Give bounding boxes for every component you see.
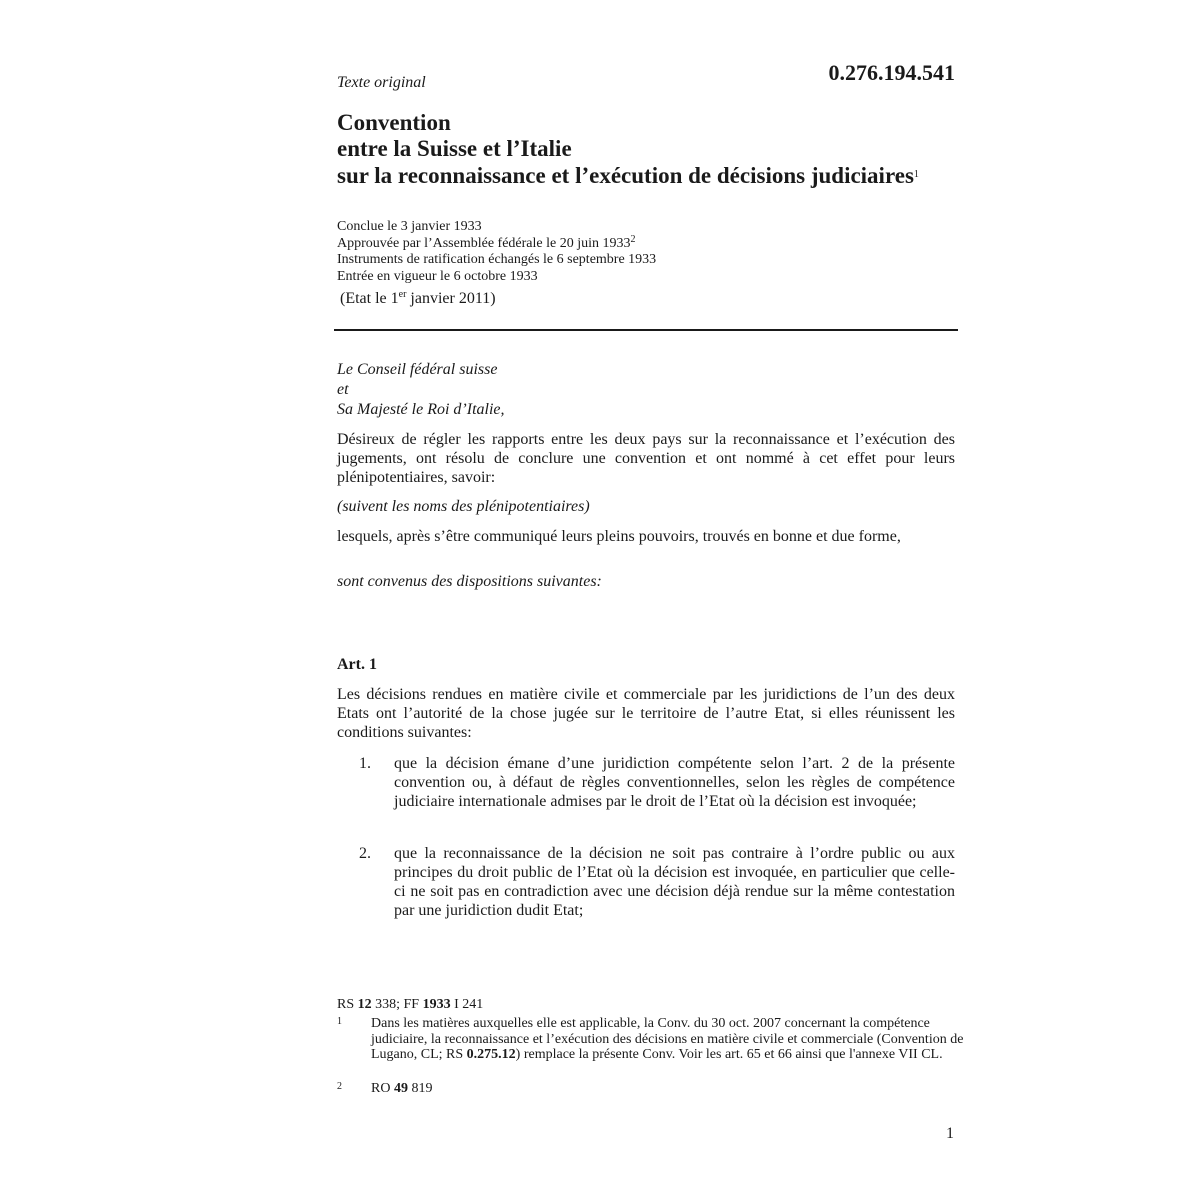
ff-year: 1933 [422,997,451,1012]
header-divider [334,329,958,331]
rs-prefix: RS [337,997,358,1012]
footnote-1-number: 1 [337,1016,342,1027]
title-line-2: entre la Suisse et l’Italie [337,136,572,161]
document-title [337,110,977,189]
status-date-prefix: (Etat le 1 [340,290,399,307]
meta-conclue: Conclue le 3 janvier 1933 [337,219,482,234]
list-item-text: que la reconnaissance de la décision ne soit pas contraire à l’ordre public ou aux principes du droit public de l’Etat où la décision est invoquée, en particulier que celle-ci ne soit pas en contradiction avec une décision déjà rendue sur la même contestation par une juridiction dudit Etat; [394,845,955,919]
rs-mid: 338; FF [371,997,423,1012]
party-2: Sa Majesté le Roi d’Italie, [337,401,505,418]
preamble-parties [337,360,505,420]
page-number: 1 [946,1125,954,1142]
title-line-3-text: sur la reconnaissance et l’exécution de décisions judiciaires [337,163,914,188]
title-line-1: Convention [337,110,451,135]
footnote-1-text-c: ) remplace la présente Conv. Voir les art. 65 et 66 ainsi que l'annexe VII CL. [515,1047,943,1062]
preamble-lesquels: lesquels, après s’être communiqué leurs pleins pouvoirs, trouvés en bonne et due forme, [337,528,901,545]
list-item-text: que la décision émane d’une juridiction compétente selon l’art. 2 de la présente convention ou, à défaut de règles conventionnelles, selon les règles de compétence judiciaire internationale admises par le droit de l’Etat où la décision est invoquée; [394,755,955,810]
preamble-desireux: Désireux de régler les rapports entre les deux pays sur la reconnaissance et l’exécution des jugements, ont résolu de conclure une convention et ont nommé à cet effet pour leurs plénipotentiaires, savoir: [337,431,955,486]
meta-entree: Entrée en vigueur le 6 octobre 1933 [337,268,538,284]
document-status-label: Texte original [337,74,426,91]
footnote-2-number: 2 [337,1081,342,1092]
party-conjunction: et [337,381,349,398]
status-date-sup: er [398,289,407,300]
status-date [340,290,496,308]
meta-approuvee-text: Approuvée par l’Assemblée fédérale le 20 juin 1933 [337,235,631,251]
list-item-number: 2. [359,845,371,862]
treaty-metadata [337,219,656,285]
meta-instruments: Instruments de ratification échangés le 6 septembre 1933 [337,252,657,267]
party-1: Le Conseil fédéral suisse [337,361,498,378]
status-date-suffix: janvier 2011) [406,290,496,307]
preamble-suivent: (suivent les noms des plénipotentiaires) [337,498,590,515]
footnote-ref-1[interactable]: 1 [913,169,919,180]
list-item [337,844,955,924]
footnote-2-prefix: RO [371,1081,394,1096]
meta-approuvee [337,233,656,253]
title-line-3 [337,162,977,189]
article-1-heading: Art. 1 [337,656,377,673]
rs-volume: 12 [357,997,372,1012]
footnote-1-text-a: Dans les matières auxquelles elle est applicable, la Conv. du 30 oct. 2007 concernant la compétence judiciaire, la reconnaissance et l’exécution des décisions en matière civile et commerciale (Convention de Lugano, CL; RS [371,1016,964,1062]
article-1-intro: Les décisions rendues en matière civile et commerciale par les juridictions de l’un des deux Etats ont l’autorité de la chose jugée sur le territoire de l’autre Etat, si elles réunissent les conditions suivantes: [337,686,955,741]
ff-page: I 241 [450,997,484,1012]
footnote-1-text [371,1016,971,1063]
footnote-2-page: 819 [407,1081,433,1096]
footnote-ref-2[interactable]: 2 [630,233,636,245]
preamble-convenus: sont convenus des dispositions suivantes: [337,573,602,590]
footnote-1-rs[interactable]: 0.275.12 [466,1047,516,1062]
list-item [337,754,955,834]
footer-rs-reference [337,997,483,1013]
list-item-number: 1. [359,755,371,772]
document-number: 0.276.194.541 [828,60,955,85]
footnote-2-text [371,1081,971,1097]
footnote-2-volume[interactable]: 49 [393,1081,408,1096]
